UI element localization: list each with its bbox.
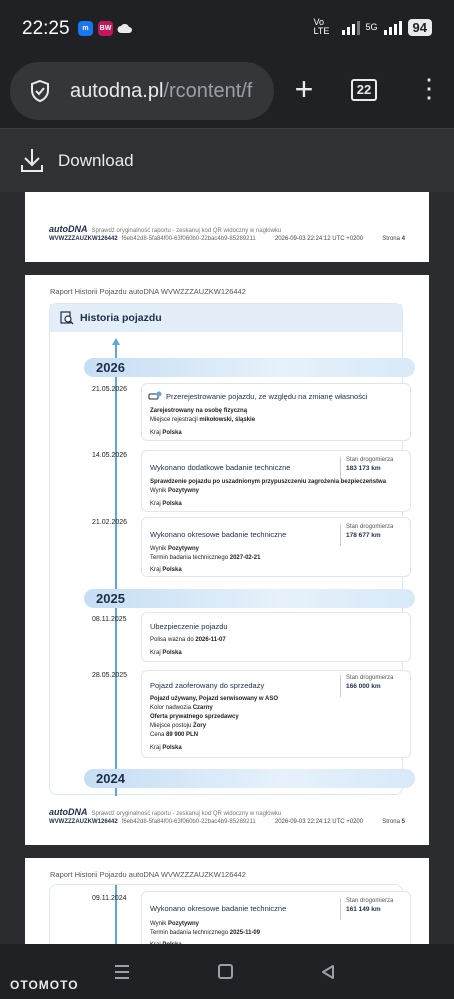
event-detail-label: Wynik [150, 488, 167, 494]
download-icon [20, 147, 44, 173]
event-card-insurance [141, 612, 411, 662]
footer-logo: autoDNA [49, 807, 88, 817]
odometer-box [340, 457, 402, 479]
event-title: Wykonano dodatkowe badanie techniczne [150, 463, 291, 472]
status-bar [0, 0, 454, 60]
event-card-extra-inspection [141, 450, 411, 512]
odometer-label: Stan drogomierza [346, 898, 394, 904]
odometer-label: Stan drogomierza [346, 524, 394, 530]
network-5g-label: 5G [365, 22, 378, 32]
page-header: Raport Historii Pojazdu autoDNA WVWZZZAUZKW126442 [50, 287, 246, 296]
url-domain: autodna.pl [70, 80, 164, 102]
event-detail-label: Termin badania technicznego [150, 555, 229, 561]
battery-indicator: 94 [408, 19, 432, 36]
footer-page-num: 5 [401, 819, 405, 825]
footer-timestamp: 2026-09-03 22:24:12 UTC +0200 [274, 236, 364, 242]
event-date: 14.05.2026 [92, 452, 128, 459]
event-country: Polska [162, 745, 182, 751]
year-bar-2026 [84, 358, 415, 377]
event-country-label: Kraj [150, 745, 161, 751]
footer-logo: autoDNA [49, 224, 88, 234]
event-country-label: Kraj [150, 650, 161, 656]
timeline-arrow-icon [112, 338, 120, 346]
event-detail-label: Wynik [150, 546, 167, 552]
event-country: Polska [162, 501, 182, 507]
page-header: Raport Historii Pojazdu autoDNA WVWZZZAUZKW126442 [50, 870, 246, 879]
system-nav-bar [0, 944, 454, 999]
url-path: /rcontent/f [163, 80, 253, 102]
messenger-icon: m [78, 21, 93, 36]
app-badge-icon: BW [98, 21, 113, 36]
event-card-reregistration [141, 383, 411, 441]
event-detail-value: Pozytywny [167, 546, 199, 552]
footer-vin: WVWZZZAUZKW126442 [49, 819, 118, 825]
page-footer [49, 224, 405, 242]
year-bar-2025 [84, 589, 415, 608]
cloud-icon [117, 23, 133, 34]
network-label: Vo LTE [313, 17, 330, 36]
event-detail-value: Pozytywny [167, 921, 199, 927]
new-tab-button[interactable]: + [294, 71, 314, 107]
footer-hash: f6eb42d8-5fa84f00-63f060b0-22bac4b9-85289211 [121, 819, 256, 825]
status-indicators [314, 18, 432, 36]
event-date: 21.05.2026 [92, 386, 128, 393]
back-icon[interactable] [320, 964, 336, 980]
odometer-label: Stan drogomierza [346, 675, 394, 681]
event-detail: Oferta prywatnego sprzedawcy [150, 714, 239, 720]
more-menu-button[interactable]: ⋮ [416, 73, 442, 103]
event-country-label: Kraj [150, 567, 161, 573]
footer-note: Sprawdź oryginalność raportu - zeskanuj kod QR widoczny w nagłówku [91, 811, 282, 817]
odometer-box [340, 524, 402, 546]
footer-page-label: Strona [382, 236, 400, 242]
event-country-label: Kraj [150, 501, 161, 507]
event-detail-label: Cena [150, 732, 165, 738]
url-text[interactable] [70, 80, 270, 103]
event-detail-value: Pozytywny [167, 488, 199, 494]
event-country: Polska [162, 567, 182, 573]
event-title: Przerejestrowanie pojazdu, ze względu na zmianę własności [166, 392, 368, 401]
odometer-value: 183 173 km [346, 465, 381, 472]
brand-watermark: OTOMOTO [10, 978, 79, 992]
odometer-value: 178 677 km [346, 532, 381, 539]
pdf-page-5 [25, 275, 429, 845]
event-detail: Sprawdzenie pojazdu po uszadnionym przypuszczeniu zagrożenia bezpieczeństwa [150, 479, 387, 485]
browser-toolbar [0, 60, 454, 128]
pdf-page-4 [25, 192, 429, 262]
status-time: 22:25 [22, 18, 70, 39]
event-country-label: Kraj [150, 430, 161, 436]
car-owner-icon [148, 390, 162, 402]
event-title: Pojazd zaoferowany do sprzedaży [150, 681, 265, 690]
download-bar[interactable] [0, 128, 454, 192]
event-card-periodic-inspection [141, 517, 411, 577]
event-date: 21.02.2026 [92, 519, 128, 526]
event-title: Wykonano okresowe badanie techniczne [150, 530, 287, 539]
tab-switcher-button[interactable]: 22 [351, 79, 377, 101]
event-detail-label: Kolor nadwozia [150, 705, 192, 711]
event-date: 09.11.2024 [92, 895, 127, 902]
year-label: 2024 [96, 771, 125, 786]
event-title: Ubezpieczenie pojazdu [150, 622, 228, 631]
year-label: 2026 [96, 360, 125, 375]
event-title: Wykonano okresowe badanie techniczne [150, 904, 287, 913]
event-detail-value: 2026-11-07 [195, 637, 226, 643]
event-detail-value: 89 900 PLN [166, 732, 199, 738]
footer-note: Sprawdź oryginalność raportu - zeskanuj kod QR widoczny w nagłówku [91, 228, 282, 234]
footer-page-label: Strona [382, 819, 400, 825]
event-card-offer [141, 670, 411, 758]
event-detail-label: Miejsce postoju [150, 723, 192, 729]
pdf-page-6 [25, 858, 429, 948]
event-detail-label: Polisa ważna do [150, 637, 194, 643]
address-bar[interactable] [10, 62, 274, 120]
signal-icon [342, 19, 360, 35]
event-detail-value: mikołowski, śląskie [199, 417, 256, 423]
footer-page-num: 4 [401, 236, 405, 242]
recents-icon[interactable] [113, 965, 131, 979]
signal-5g-icon [384, 19, 402, 35]
pdf-viewer[interactable] [0, 192, 454, 944]
event-detail-label: Wynik [150, 921, 167, 927]
footer-hash: f6eb42d8-5fa84f00-63f060b0-22bac4b9-85289211 [121, 236, 256, 242]
event-detail-value: Żory [193, 723, 207, 729]
page-footer [49, 807, 405, 825]
timeline-line [115, 344, 117, 796]
event-detail-label: Termin badania technicznego [150, 930, 229, 936]
odometer-box [340, 898, 402, 920]
year-bar-2024 [84, 769, 415, 788]
history-title: Historia pojazdu [80, 312, 162, 324]
footer-vin: WVWZZZAUZKW126442 [49, 236, 118, 242]
year-label: 2025 [96, 591, 125, 606]
event-date: 08.11.2025 [92, 616, 127, 623]
odometer-label: Stan drogomierza [346, 457, 394, 463]
event-detail-value: 2027-02-21 [229, 555, 261, 561]
event-detail: Pojazd używany, Pojazd serwisowany w ASO [150, 696, 279, 702]
event-detail-value: Czarny [192, 705, 213, 711]
home-button[interactable] [218, 964, 233, 979]
event-country: Polska [162, 650, 182, 656]
event-detail-value: 2025-11-09 [229, 930, 261, 936]
odometer-value: 166 000 km [346, 683, 381, 690]
event-detail-label: Miejsce rejestracji [150, 417, 198, 423]
download-label[interactable]: Download [58, 151, 134, 170]
history-card-header [50, 304, 402, 332]
odometer-value: 161 149 km [346, 906, 381, 913]
footer-timestamp: 2026-09-03 22:24:12 UTC +0200 [274, 819, 364, 825]
history-card [49, 303, 403, 795]
event-date: 28.05.2025 [92, 672, 128, 679]
site-info-icon[interactable] [28, 79, 52, 103]
event-detail: Zarejestrowany na osobę fizyczną [150, 408, 248, 414]
history-search-icon [60, 311, 74, 325]
odometer-box [340, 675, 402, 697]
event-country: Polska [162, 430, 182, 436]
